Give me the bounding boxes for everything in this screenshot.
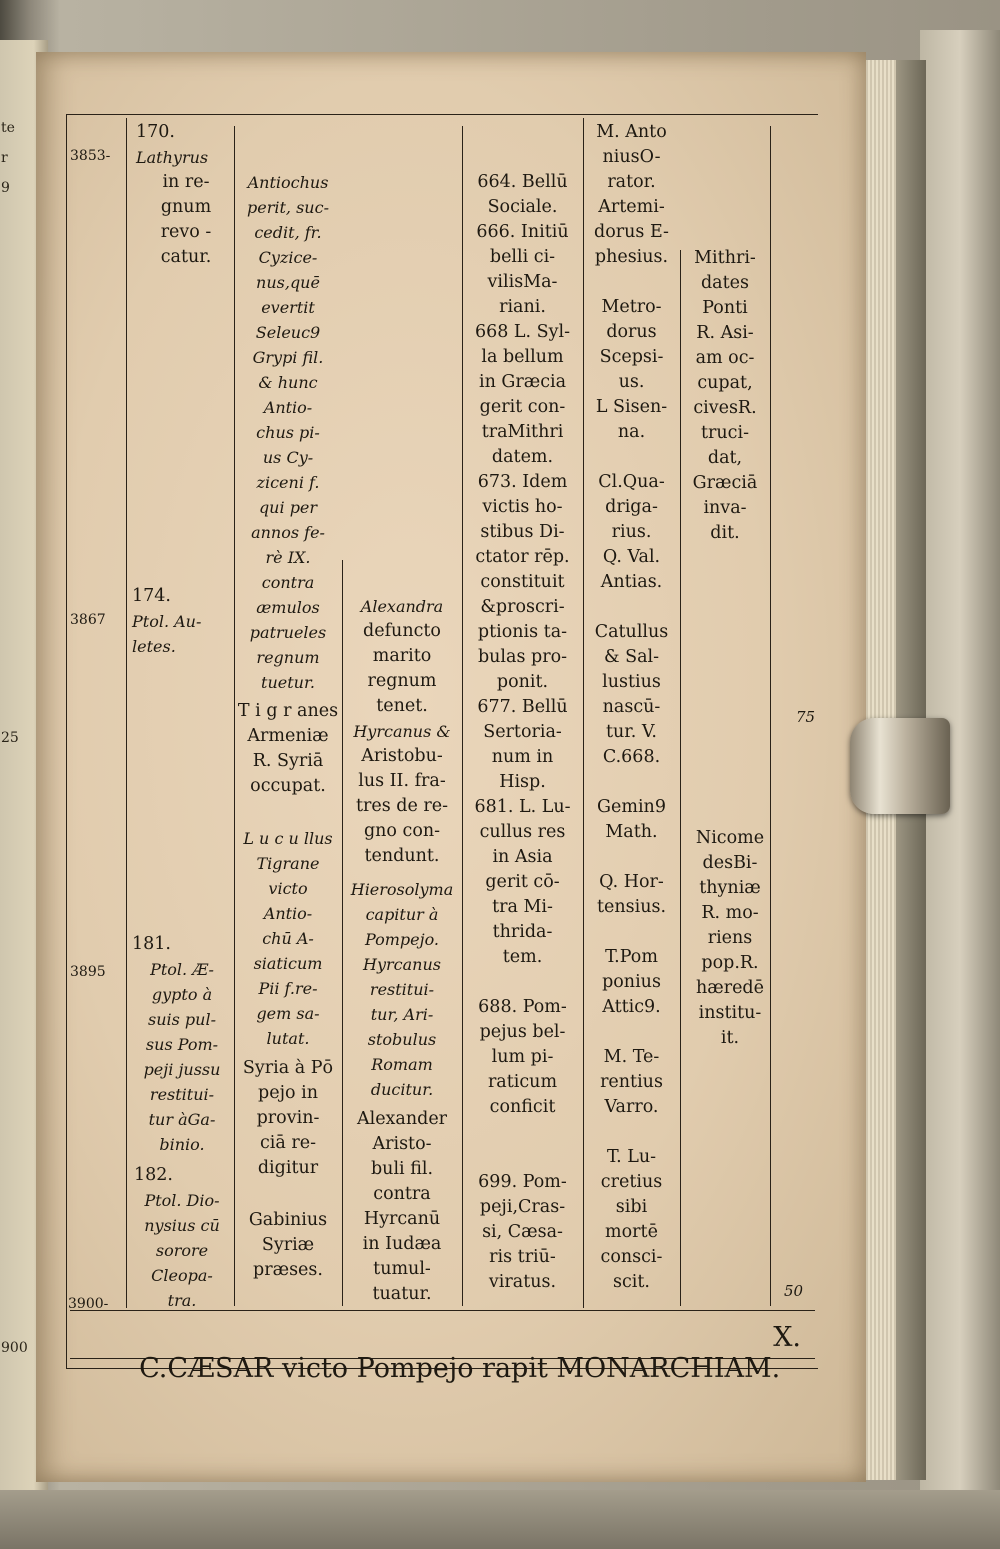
syria-entry: Syria à Pō pejo in provin- ciā re- digitur <box>242 1058 334 1178</box>
margin-number: 75 <box>796 708 816 726</box>
syria-entry: Gabinius Syriæ præses. <box>248 1210 328 1280</box>
judaea-entry: Aristobu- lus II. fra- tres de re- gno con- tendunt. <box>355 746 449 866</box>
prev-page-fragment: 9 <box>1 180 10 196</box>
king-event: Ptol. Æ- gypto à suis pul- sus Pom- peji jussu restitui- tur àGa- binio. <box>143 960 221 1154</box>
year-label: 3895 <box>70 964 106 980</box>
prev-page-fragment: te <box>1 120 15 136</box>
judaea-entry: Alexandra <box>360 597 444 616</box>
column-divider <box>126 118 127 1308</box>
learned-men: M. Anto niusO- rator. Artemi- dorus E- phesius. Metro- dorus Scepsi- us. L Sisen- na. Cl.Qua- driga- rius. Q. Val. Antias. Catullus & Sal- lustius nascū- tur. V. C.668. Gemin9 Math. Q. Hor- tensius. T.Pom ponius Attic9. M. Te- rentius Varro. T. Lu- cretius sibi mortē consci- scit. <box>594 122 669 1292</box>
king-number: 174. <box>132 586 171 606</box>
king-number: 170. <box>136 122 175 142</box>
page-footer <box>70 1322 815 1446</box>
judaea-entry: Hierosolyma capitur à Pompejo. Hyrcanus restitui- tur, Ari- stobulus Romam ducitur. <box>350 880 454 1099</box>
judaea-entry: Hyrcanus & <box>353 722 451 741</box>
king-name: Lathyrus <box>136 148 209 167</box>
prev-page-fragment: r <box>1 150 8 166</box>
table-border-top <box>66 114 818 115</box>
table-border-left <box>66 114 67 1369</box>
rome-events: 664. Bellū Sociale. 666. Initiū belli ci- vilisMa- riani. 668 L. Syl- la bellum in Græcia gerit con- traMithri datem. 673. Idem victis ho- stibus Di- ctator rēp. constituit &proscri- ptionis ta- bulas pro- ponit. 677. Bellū Sertoria- num in Hisp. 681. L. Lu- cullus res in Asia gerit cō- tra Mi- thrida- tem. 688. Pom- pejus bel- lum pi- raticum conficit 699. Pom- peji,Cras- si, Cæsa- ris triū- viratus. <box>474 172 571 1292</box>
syria-entry: T i g r anes Armeniæ R. Syriā occupat. <box>237 701 339 796</box>
year-label: 3853- <box>70 148 111 164</box>
king-event: in re- gnum revo - catur. <box>160 172 212 267</box>
column-divider <box>770 126 771 1306</box>
year-label: 3867 <box>70 612 106 628</box>
signature-mark: X. <box>773 1322 801 1353</box>
syria-entry: L u c u llus Tigrane victo Antio- chū A- siaticum Pii f.re- gem sa- lutat. <box>243 829 333 1048</box>
king-number: 181. <box>132 934 171 954</box>
king-event: Ptol. Dio- nysius cū sorore Cleopa- tra. <box>144 1191 220 1310</box>
king-name: Ptol. Au- letes. <box>132 612 202 656</box>
foreign-events: Nicome desBi- thyniæ R. mo- riens pop.R. hæredē institu- it. <box>695 828 765 1048</box>
king-number: 182. <box>134 1165 173 1185</box>
foreign-events: Mithri- dates Ponti R. Asi- am oc- cupat, civesR. truci- dat, Græciā inva- dit. <box>692 248 758 543</box>
year-label: 3900- <box>68 1296 109 1312</box>
syria-entry: Antiochus perit, suc- cedit, fr. Cyzice- nus,quē evertit Seleuc9 Grypi fil. & hunc Antio- chus pi- us Cy- ziceni f. qui per annos fe- rè IX. contra æmulos patrueles regnum tuetur. <box>247 173 329 692</box>
prev-page-fragment: 900 <box>1 1340 28 1356</box>
margin-number: 50 <box>784 1282 804 1300</box>
book-clasp <box>850 718 950 814</box>
judaea-entry: defuncto marito regnum tenet. <box>363 621 441 716</box>
prev-page-fragment: 25 <box>1 730 19 746</box>
judaea-entry: Alexander Aristo- buli fil. contra Hyrcanū in Iudæa tumul- tuatur. <box>356 1109 448 1304</box>
book-cover-bottom <box>0 1490 1000 1549</box>
footer-text: C.CÆSAR victo Pompejo rapit MONARCHIAM. <box>139 1353 781 1384</box>
